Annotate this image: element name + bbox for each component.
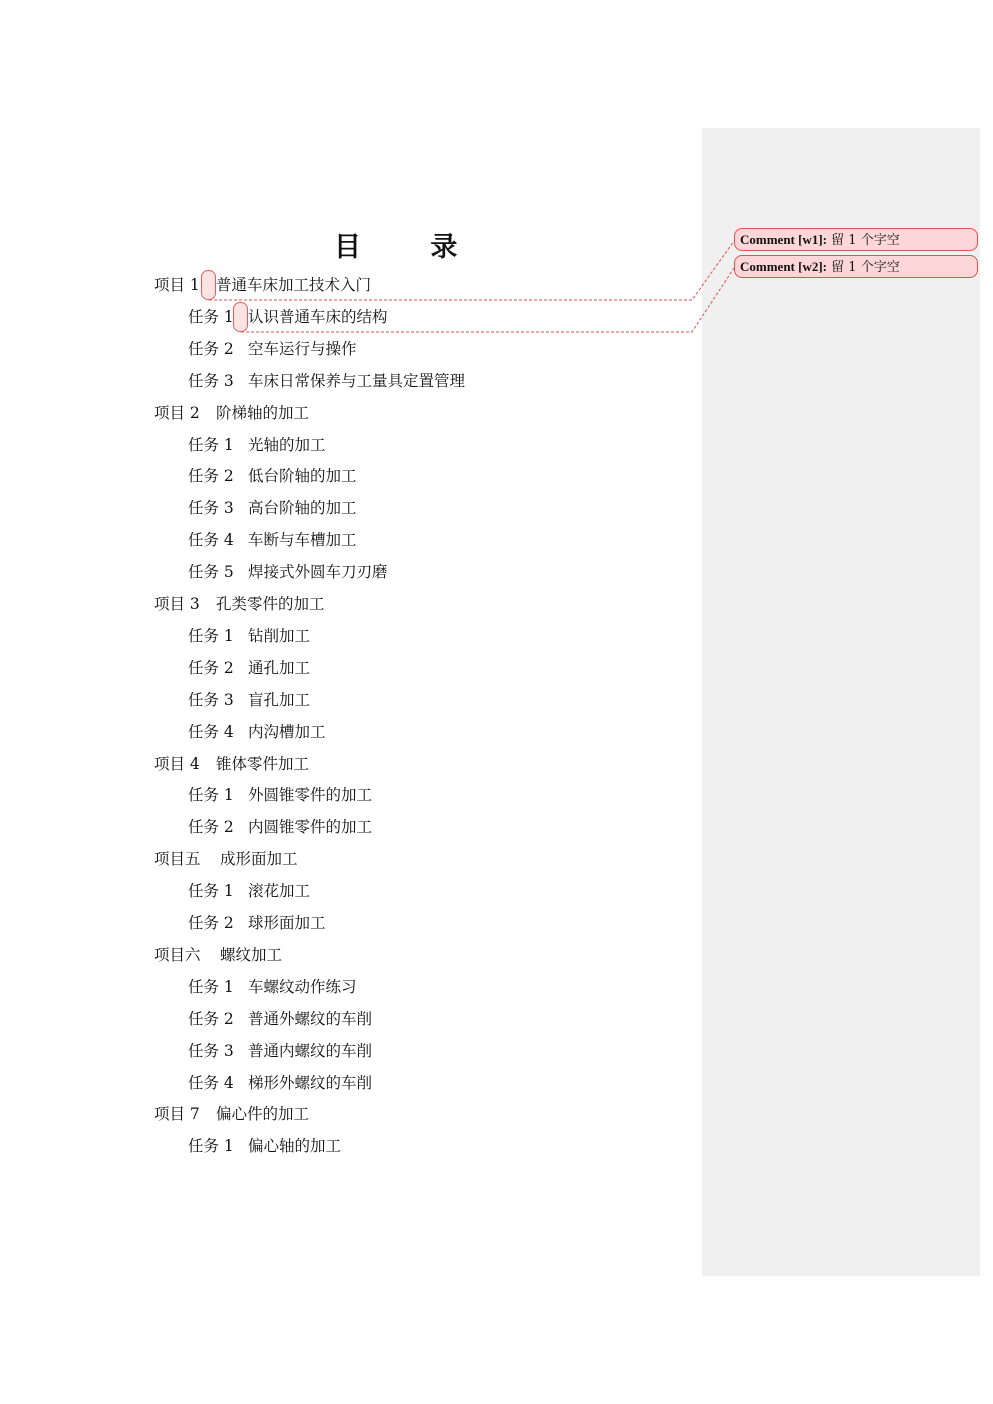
toc-task-entry xyxy=(188,371,465,391)
toc-task-entry xyxy=(188,658,310,678)
toc-task-entry xyxy=(188,722,326,742)
toc-project-entry xyxy=(154,594,325,614)
toc-task-title: 低台阶轴的加工 xyxy=(248,467,357,485)
toc-project-title: 成形面加工 xyxy=(220,850,298,868)
toc-task-title: 普通内螺纹的车削 xyxy=(248,1042,373,1060)
toc-task-title: 钻削加工 xyxy=(248,627,311,645)
toc-task-entry xyxy=(188,435,326,455)
toc-task-number: 任务 5 xyxy=(188,563,234,581)
toc-task-number: 任务 2 xyxy=(188,659,234,677)
toc-project-title: 锥体零件加工 xyxy=(216,755,310,773)
toc-task-title: 球形面加工 xyxy=(248,914,326,932)
toc-task-number: 任务 1 xyxy=(188,436,234,454)
comment-text: 留 1 个字空 xyxy=(831,233,900,248)
toc-task-entry xyxy=(188,690,310,710)
toc-task-entry xyxy=(188,1136,341,1156)
toc-task-title: 通孔加工 xyxy=(248,659,311,677)
toc-task-number: 任务 2 xyxy=(188,467,234,485)
toc-project-entry xyxy=(154,275,371,295)
toc-task-title: 认识普通车床的结构 xyxy=(248,308,388,326)
toc-task-entry xyxy=(188,626,310,646)
toc-task-number: 任务 4 xyxy=(188,723,234,741)
toc-project-title: 普通车床加工技术入门 xyxy=(216,276,372,294)
toc-task-number: 任务 4 xyxy=(188,531,234,549)
toc-project-number: 项目五 xyxy=(154,850,201,868)
toc-project-title: 孔类零件的加工 xyxy=(216,595,325,613)
toc-task-entry xyxy=(188,530,357,550)
toc-task-number: 任务 3 xyxy=(188,1042,234,1060)
toc-project-entry xyxy=(154,1104,309,1124)
toc-task-title: 内圆锥零件的加工 xyxy=(248,818,373,836)
toc-task-entry xyxy=(188,977,357,997)
toc-project-title: 阶梯轴的加工 xyxy=(216,404,310,422)
toc-task-number: 任务 1 xyxy=(188,978,234,996)
comment-author: Comment [w1]: xyxy=(740,232,828,247)
toc-project-number: 项目 7 xyxy=(154,1105,200,1123)
comment-pane xyxy=(702,128,980,1276)
toc-task-number: 任务 2 xyxy=(188,818,234,836)
toc-task-entry xyxy=(188,881,310,901)
comment-text: 留 1 个字空 xyxy=(831,260,900,275)
toc-project-number: 项目 2 xyxy=(154,404,200,422)
toc-project-number: 项目六 xyxy=(154,946,201,964)
toc-task-number: 任务 1 xyxy=(188,308,234,326)
toc-task-title: 车断与车槽加工 xyxy=(248,531,357,549)
toc-task-title: 光轴的加工 xyxy=(248,436,326,454)
toc-task-number: 任务 2 xyxy=(188,1010,234,1028)
toc-project-number: 项目 3 xyxy=(154,595,200,613)
toc-project-title: 偏心件的加工 xyxy=(216,1105,310,1123)
toc-task-number: 任务 1 xyxy=(188,882,234,900)
toc-task-entry xyxy=(188,817,372,837)
toc-project-entry xyxy=(154,945,282,965)
toc-task-title: 滚花加工 xyxy=(248,882,311,900)
comment-w2[interactable] xyxy=(734,255,978,278)
toc-task-number: 任务 1 xyxy=(188,786,234,804)
toc-task-title: 高台阶轴的加工 xyxy=(248,499,357,517)
toc-task-entry xyxy=(188,1073,372,1093)
toc-task-entry xyxy=(188,913,326,933)
toc-task-number: 任务 4 xyxy=(188,1074,234,1092)
toc-project-number: 项目 1 xyxy=(154,276,200,294)
toc-task-number: 任务 1 xyxy=(188,627,234,645)
comment-w1[interactable] xyxy=(734,228,978,251)
toc-task-title: 普通外螺纹的车削 xyxy=(248,1010,373,1028)
toc-task-entry xyxy=(188,466,357,486)
toc-task-entry xyxy=(188,307,388,327)
toc-project-entry xyxy=(154,403,309,423)
toc-task-entry xyxy=(188,562,388,582)
toc-task-title: 外圆锥零件的加工 xyxy=(248,786,373,804)
toc-task-number: 任务 3 xyxy=(188,372,234,390)
toc-project-title: 螺纹加工 xyxy=(220,946,283,964)
toc-task-entry xyxy=(188,498,357,518)
toc-project-entry xyxy=(154,849,298,869)
page-title: 目 录 xyxy=(334,232,488,263)
toc-task-entry xyxy=(188,1009,372,1029)
toc-task-entry xyxy=(188,785,372,805)
toc-task-number: 任务 3 xyxy=(188,691,234,709)
toc-task-title: 焊接式外圆车刀刃磨 xyxy=(248,563,388,581)
toc-task-entry xyxy=(188,1041,372,1061)
toc-task-title: 车螺纹动作练习 xyxy=(248,978,357,996)
toc-task-title: 内沟槽加工 xyxy=(248,723,326,741)
toc-task-number: 任务 3 xyxy=(188,499,234,517)
comment-author: Comment [w2]: xyxy=(740,259,828,274)
toc-task-title: 空车运行与操作 xyxy=(248,340,357,358)
toc-project-entry xyxy=(154,754,309,774)
toc-task-number: 任务 2 xyxy=(188,914,234,932)
toc-task-title: 车床日常保养与工量具定置管理 xyxy=(248,372,466,390)
toc-task-title: 梯形外螺纹的车削 xyxy=(248,1074,373,1092)
toc-task-number: 任务 2 xyxy=(188,340,234,358)
toc-task-number: 任务 1 xyxy=(188,1137,234,1155)
toc-task-title: 偏心轴的加工 xyxy=(248,1137,342,1155)
toc-task-entry xyxy=(188,339,357,359)
toc-task-title: 盲孔加工 xyxy=(248,691,311,709)
toc-project-number: 项目 4 xyxy=(154,755,200,773)
